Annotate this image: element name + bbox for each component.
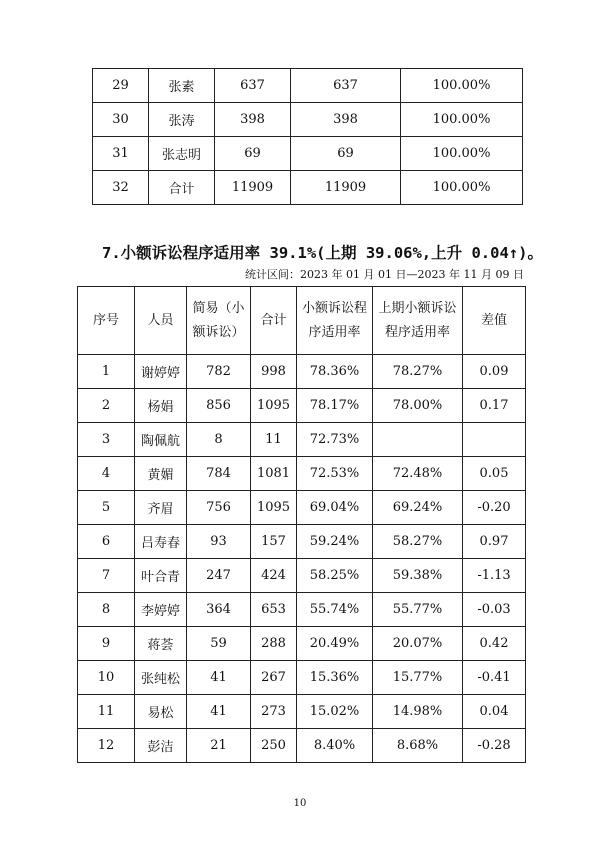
- row-index: 30: [93, 103, 149, 137]
- total-count: 1095: [251, 491, 297, 525]
- previous-rate: 69.24%: [373, 491, 463, 525]
- small-claims-count: 8: [187, 423, 251, 457]
- difference: -0.28: [463, 729, 526, 763]
- statistics-date-range: 统计区间：2023 年 01 月 01 日—2023 年 11 月 09 日: [245, 268, 524, 281]
- header-index: 序号: [78, 287, 135, 355]
- table-row: [78, 661, 526, 695]
- total-count: 273: [251, 695, 297, 729]
- rate: 69.04%: [297, 491, 373, 525]
- table-row: [78, 457, 526, 491]
- person-name: 陶佩航: [135, 423, 187, 457]
- row-index: 3: [78, 423, 135, 457]
- total-count: 637: [291, 69, 401, 103]
- summary-table-body: [93, 69, 523, 205]
- row-index: 11: [78, 695, 135, 729]
- total-count: 288: [251, 627, 297, 661]
- small-claims-count: 784: [187, 457, 251, 491]
- table-row: [78, 389, 526, 423]
- row-index: 10: [78, 661, 135, 695]
- rate: 58.25%: [297, 559, 373, 593]
- total-count: 267: [251, 661, 297, 695]
- difference: 0.04: [463, 695, 526, 729]
- small-claims-count: 21: [187, 729, 251, 763]
- difference: -0.41: [463, 661, 526, 695]
- row-index: 1: [78, 355, 135, 389]
- previous-rate: 59.38%: [373, 559, 463, 593]
- small-claims-count: 782: [187, 355, 251, 389]
- table-row: [78, 729, 526, 763]
- difference: [463, 423, 526, 457]
- page-number: 10: [293, 798, 307, 809]
- previous-rate: 58.27%: [373, 525, 463, 559]
- header-simple-cases: 简易（小额诉讼）: [187, 287, 251, 355]
- previous-rate: 78.00%: [373, 389, 463, 423]
- person-name: 杨娟: [135, 389, 187, 423]
- difference: 0.09: [463, 355, 526, 389]
- difference: 0.42: [463, 627, 526, 661]
- small-claims-rate-table: [77, 286, 526, 763]
- rate: 100.00%: [401, 69, 523, 103]
- previous-rate: 72.48%: [373, 457, 463, 491]
- row-index: 2: [78, 389, 135, 423]
- previous-rate: [373, 423, 463, 457]
- row-index: 32: [93, 171, 149, 205]
- person-name: 彭洁: [135, 729, 187, 763]
- rate: 72.73%: [297, 423, 373, 457]
- rate: 55.74%: [297, 593, 373, 627]
- person-name: 张纯松: [135, 661, 187, 695]
- row-index: 9: [78, 627, 135, 661]
- rate: 78.17%: [297, 389, 373, 423]
- table-row: [78, 423, 526, 457]
- rate: 78.36%: [297, 355, 373, 389]
- rate: 100.00%: [401, 171, 523, 205]
- rate: 20.49%: [297, 627, 373, 661]
- total-count: 11: [251, 423, 297, 457]
- total-count: 1095: [251, 389, 297, 423]
- previous-rate: 78.27%: [373, 355, 463, 389]
- previous-rate: 15.77%: [373, 661, 463, 695]
- small-claims-count: 59: [187, 627, 251, 661]
- table-header: [78, 287, 526, 355]
- difference: -0.20: [463, 491, 526, 525]
- person-name: 谢婷婷: [135, 355, 187, 389]
- difference: -0.03: [463, 593, 526, 627]
- row-index: 12: [78, 729, 135, 763]
- person-name: 蒋荟: [135, 627, 187, 661]
- rate: 15.36%: [297, 661, 373, 695]
- previous-rate: 8.68%: [373, 729, 463, 763]
- table-row: [78, 491, 526, 525]
- table-row: [78, 593, 526, 627]
- previous-rate: 55.77%: [373, 593, 463, 627]
- simple-count: 398: [215, 103, 291, 137]
- small-claims-count: 364: [187, 593, 251, 627]
- person-name: 李婷婷: [135, 593, 187, 627]
- simple-count: 69: [215, 137, 291, 171]
- header-difference: 差值: [463, 287, 526, 355]
- total-count: 424: [251, 559, 297, 593]
- row-index: 7: [78, 559, 135, 593]
- person-name: 叶合青: [135, 559, 187, 593]
- row-index: 4: [78, 457, 135, 491]
- previous-rate: 20.07%: [373, 627, 463, 661]
- table-row: [93, 103, 523, 137]
- person-name: 齐眉: [135, 491, 187, 525]
- total-count: 653: [251, 593, 297, 627]
- header-total: 合计: [251, 287, 297, 355]
- total-count: 250: [251, 729, 297, 763]
- total-count: 998: [251, 355, 297, 389]
- difference: -1.13: [463, 559, 526, 593]
- header-rate: 小额诉讼程序适用率: [297, 287, 373, 355]
- simple-count: 637: [215, 69, 291, 103]
- header-previous-rate: 上期小额诉讼程序适用率: [373, 287, 463, 355]
- total-count: 69: [291, 137, 401, 171]
- header-row: [78, 287, 526, 355]
- person-name: 易松: [135, 695, 187, 729]
- row-index: 29: [93, 69, 149, 103]
- rate: 15.02%: [297, 695, 373, 729]
- person-name: 张素: [149, 69, 215, 103]
- row-index: 8: [78, 593, 135, 627]
- table-row: [78, 695, 526, 729]
- small-claims-count: 247: [187, 559, 251, 593]
- rate: 100.00%: [401, 103, 523, 137]
- row-index: 5: [78, 491, 135, 525]
- row-index: 6: [78, 525, 135, 559]
- small-claims-count: 93: [187, 525, 251, 559]
- simple-count: 11909: [215, 171, 291, 205]
- table-row: [78, 627, 526, 661]
- small-claims-count: 856: [187, 389, 251, 423]
- total-count: 11909: [291, 171, 401, 205]
- difference: 0.17: [463, 389, 526, 423]
- small-claims-count: 756: [187, 491, 251, 525]
- table-row: [93, 69, 523, 103]
- small-claims-count: 41: [187, 695, 251, 729]
- total-count: 157: [251, 525, 297, 559]
- rate: 72.53%: [297, 457, 373, 491]
- table-row: [93, 171, 523, 205]
- person-name: 吕寿春: [135, 525, 187, 559]
- table-row: [78, 525, 526, 559]
- small-claims-count: 41: [187, 661, 251, 695]
- header-person: 人员: [135, 287, 187, 355]
- table-row: [93, 137, 523, 171]
- person-name: 张涛: [149, 103, 215, 137]
- person-name: 张志明: [149, 137, 215, 171]
- table-row: [78, 355, 526, 389]
- rate: 59.24%: [297, 525, 373, 559]
- table-row: [78, 559, 526, 593]
- previous-rate: 14.98%: [373, 695, 463, 729]
- person-name: 黄媚: [135, 457, 187, 491]
- total-count: 398: [291, 103, 401, 137]
- section-heading: 7.小额诉讼程序适用率 39.1%(上期 39.06%,上升 0.04↑)。: [102, 244, 543, 262]
- small-claims-table-body: [78, 355, 526, 763]
- summary-table-continued: [92, 68, 523, 205]
- rate: 8.40%: [297, 729, 373, 763]
- rate: 100.00%: [401, 137, 523, 171]
- person-name: 合计: [149, 171, 215, 205]
- difference: 0.05: [463, 457, 526, 491]
- row-index: 31: [93, 137, 149, 171]
- total-count: 1081: [251, 457, 297, 491]
- difference: 0.97: [463, 525, 526, 559]
